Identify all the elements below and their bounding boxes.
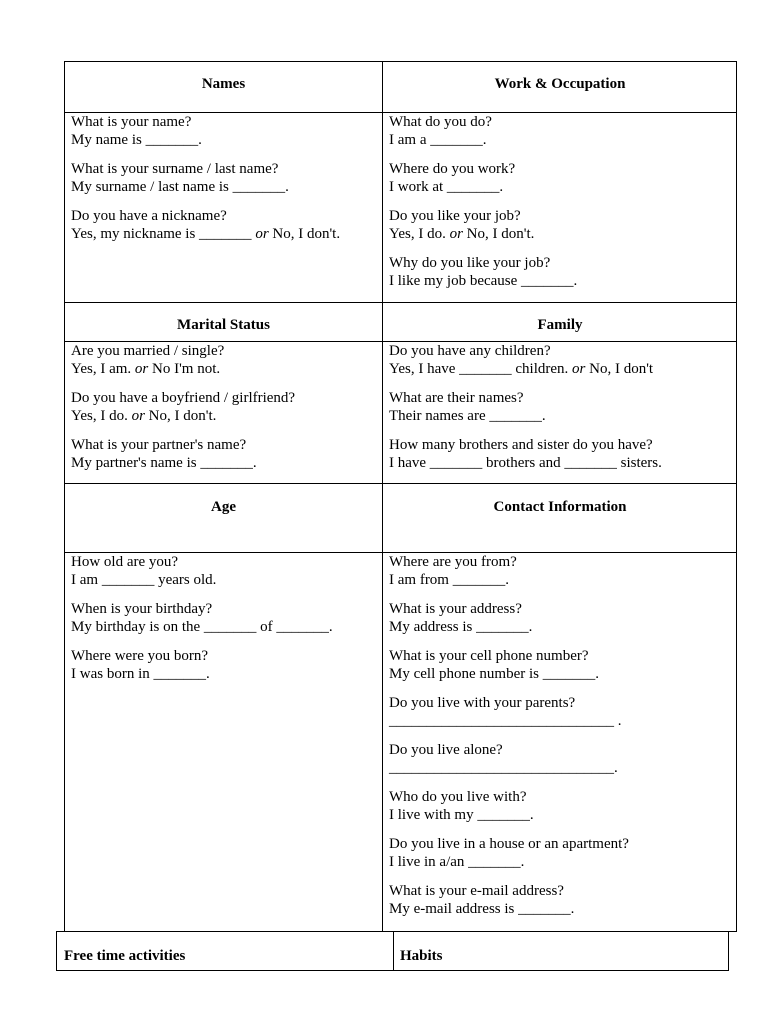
question: Why do you like your job? — [389, 255, 551, 271]
bottom-table — [56, 931, 729, 971]
qa-item — [389, 553, 629, 589]
answer: My address is _______. — [389, 619, 533, 635]
question: Do you live in a house or an apartment? — [389, 836, 629, 852]
answer: I have _______ brothers and _______ sisters. — [389, 455, 662, 471]
answer: I am a _______. — [389, 132, 487, 148]
or-word: or — [449, 226, 463, 242]
column-divider — [382, 62, 383, 931]
answer: ______________________________ . — [389, 713, 622, 729]
age-heading: Age — [211, 499, 236, 515]
question: Do you live alone? — [389, 742, 503, 758]
answer-part: Yes, I do. — [389, 226, 450, 242]
qa-item — [71, 553, 333, 589]
answer: I like my job because _______. — [389, 273, 578, 289]
qa-item — [71, 600, 333, 636]
question: Do you have a boyfriend / girlfriend? — [71, 390, 296, 406]
answer-part: Yes, I am. — [71, 361, 135, 377]
qa-item — [389, 835, 629, 871]
question: What is your name? — [71, 114, 192, 130]
answer: I live with my _______. — [389, 807, 534, 823]
question: What is your cell phone number? — [389, 648, 589, 664]
work-heading: Work & Occupation — [494, 76, 626, 92]
qa-item — [71, 389, 295, 425]
question: Do you have any children? — [389, 343, 551, 359]
row-divider — [65, 302, 736, 303]
question: Do you have a nickname? — [71, 208, 227, 224]
answer: My e-mail address is _______. — [389, 901, 575, 917]
or-word: or — [572, 361, 586, 377]
habits-heading: Habits — [400, 948, 443, 964]
question: What is your e-mail address? — [389, 883, 564, 899]
answer — [71, 360, 295, 378]
question: What is your partner's name? — [71, 437, 247, 453]
row-divider — [65, 483, 736, 484]
qa-item — [389, 694, 629, 730]
qa-item — [389, 254, 577, 290]
family-heading: Family — [537, 317, 583, 333]
qa-item — [389, 113, 577, 149]
answer: My partner's name is _______. — [71, 455, 257, 471]
qa-item — [389, 389, 662, 425]
age-section — [71, 553, 333, 694]
answer-part: Yes, my nickname is _______ — [71, 226, 256, 242]
answer — [389, 360, 662, 378]
contact-heading: Contact Information — [493, 499, 627, 515]
qa-item — [389, 207, 577, 243]
free-time-heading: Free time activities — [64, 948, 186, 964]
qa-item — [389, 342, 662, 378]
question: Where are you from? — [389, 554, 517, 570]
answer: My surname / last name is _______. — [71, 179, 289, 195]
answer: I am from _______. — [389, 572, 509, 588]
answer: My name is _______. — [71, 132, 202, 148]
question: Where do you work? — [389, 161, 516, 177]
qa-item — [71, 436, 295, 472]
answer-part: No, I don't — [585, 361, 654, 377]
answer-part: Yes, I have _______ children. — [389, 361, 573, 377]
answer-part: No, I don't. — [462, 226, 535, 242]
qa-item — [389, 882, 629, 918]
names-heading: Names — [201, 76, 246, 92]
question: Are you married / single? — [71, 343, 225, 359]
qa-item — [71, 647, 333, 683]
marital-heading: Marital Status — [177, 317, 270, 333]
question: Do you live with your parents? — [389, 695, 576, 711]
or-word: or — [131, 408, 145, 424]
question: What is your surname / last name? — [71, 161, 279, 177]
contact-section — [389, 553, 629, 929]
qa-item — [389, 647, 629, 683]
qa-item — [71, 342, 295, 378]
qa-item — [71, 113, 340, 149]
work-section — [389, 113, 577, 301]
question: What is your address? — [389, 601, 522, 617]
answer-part: No I'm not. — [148, 361, 221, 377]
question: Where were you born? — [71, 648, 209, 664]
or-word: or — [134, 361, 149, 377]
answer: I was born in _______. — [71, 666, 210, 682]
column-divider — [393, 932, 394, 970]
question: Do you like your job? — [389, 208, 521, 224]
answer — [71, 225, 340, 243]
answer: ______________________________. — [389, 760, 618, 776]
answer: Their names are _______. — [389, 408, 546, 424]
answer: I live in a/an _______. — [389, 854, 525, 870]
answer: I am _______ years old. — [71, 572, 217, 588]
answer-part: No, I don't. — [144, 408, 217, 424]
question: Who do you live with? — [389, 789, 527, 805]
qa-item — [389, 600, 629, 636]
marital-section — [71, 342, 295, 483]
qa-item — [389, 436, 662, 472]
answer — [71, 407, 295, 425]
answer: My birthday is on the _______ of _______. — [71, 619, 333, 635]
question: What do you do? — [389, 114, 492, 130]
qa-item — [389, 741, 629, 777]
answer: My cell phone number is _______. — [389, 666, 599, 682]
question: When is your birthday? — [71, 601, 213, 617]
family-section — [389, 342, 662, 483]
question: How many brothers and sister do you have? — [389, 437, 653, 453]
qa-item — [389, 788, 629, 824]
worksheet-table — [64, 61, 737, 932]
answer: I work at _______. — [389, 179, 504, 195]
answer-part: Yes, I do. — [71, 408, 132, 424]
question: How old are you? — [71, 554, 179, 570]
answer-part: No, I don't. — [268, 226, 341, 242]
names-section — [71, 113, 340, 254]
question: What are their names? — [389, 390, 524, 406]
qa-item — [71, 160, 340, 196]
answer — [389, 225, 577, 243]
qa-item — [71, 207, 340, 243]
or-word: or — [255, 226, 269, 242]
qa-item — [389, 160, 577, 196]
